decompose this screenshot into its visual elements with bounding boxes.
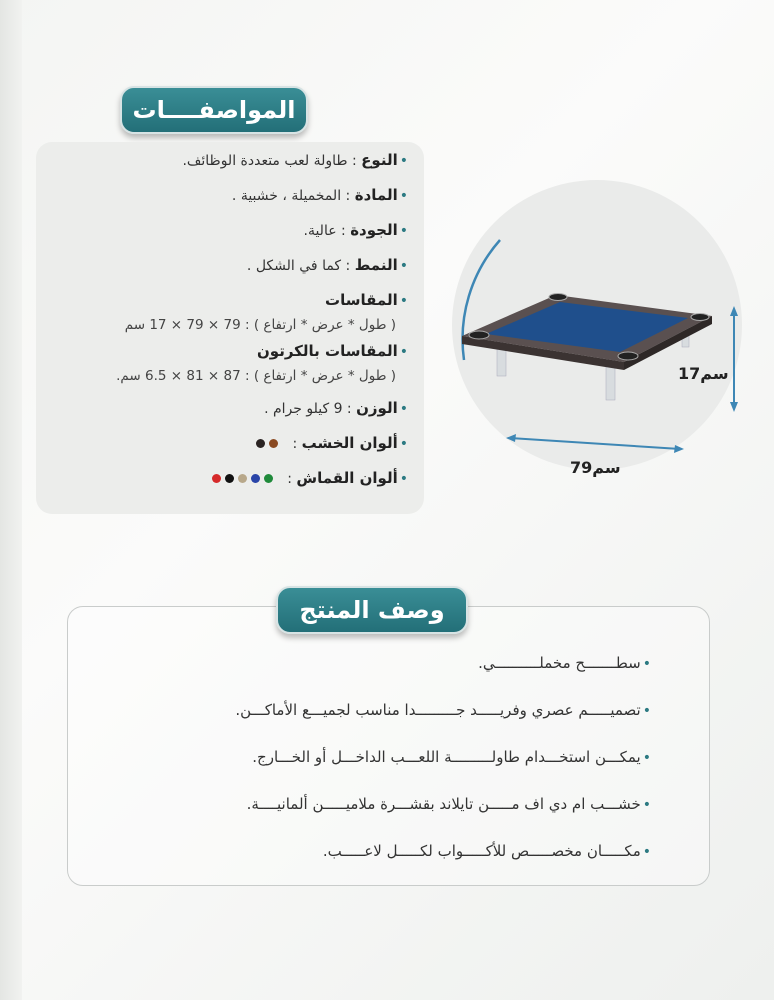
specifications-panel	[36, 142, 424, 514]
bullet-icon: •	[399, 153, 408, 169]
bullet-icon: •	[399, 258, 408, 274]
bullet-icon: •	[642, 656, 651, 672]
bullet-icon: •	[399, 401, 408, 417]
wood-color-swatches	[254, 434, 280, 454]
cup-holder	[691, 314, 709, 321]
bullet-icon: •	[642, 703, 651, 719]
spec-row-weight	[48, 398, 408, 419]
arrow-head	[730, 402, 738, 412]
color-swatch	[225, 474, 234, 483]
description-panel	[67, 606, 710, 886]
width-arrow	[510, 438, 680, 449]
description-item: •يمكـــن استخـــدام طاولـــــــــة اللعـــب الداخـــل أو الخـــارج.	[252, 748, 651, 766]
product-illustration	[440, 220, 760, 480]
spec-label: ألوان الخشب	[301, 434, 398, 452]
spec-row-type	[48, 150, 408, 171]
spec-label: ألوان القماش	[296, 469, 398, 487]
spec-value: : عالية.	[303, 223, 346, 239]
color-swatch	[251, 474, 260, 483]
description-item: •تصميـــــم عصري وفريـــــد جـــــــــدا مناسب لجميـــع الأماكـــن.	[235, 701, 651, 719]
spec-row-material	[48, 185, 408, 206]
spec-value: :	[287, 471, 292, 487]
color-swatch	[269, 439, 278, 448]
color-swatch	[212, 474, 221, 483]
color-swatch	[238, 474, 247, 483]
cup-holder	[469, 331, 489, 339]
bullet-icon: •	[399, 436, 408, 452]
arrow-head	[674, 445, 684, 453]
description-item: •خشـــب ام دي اف مـــــن تايلاند بقشـــرة ملاميـــــن ألمانيــــة.	[246, 795, 651, 813]
spec-value: : كما في الشكل .	[246, 258, 351, 274]
bullet-icon: •	[399, 344, 408, 360]
bullet-icon: •	[642, 844, 651, 860]
specifications-title: المواصفــــات	[120, 86, 308, 134]
spec-row-quality	[48, 220, 408, 241]
spec-row-dimensions	[48, 290, 408, 335]
bullet-icon: •	[399, 188, 408, 204]
arrow-head	[730, 306, 738, 316]
spec-value: : طاولة لعب متعددة الوظائف.	[182, 153, 357, 169]
description-list	[91, 653, 651, 888]
spec-label: الوزن	[356, 399, 398, 417]
spec-label: النوع	[361, 151, 398, 169]
spec-label: المادة	[354, 186, 398, 204]
spec-value: :	[292, 436, 298, 452]
fabric-color-swatches	[210, 469, 275, 489]
height-dimension-label: 17سم	[678, 364, 729, 383]
spec-label: الجودة	[350, 221, 398, 239]
color-swatch	[256, 439, 265, 448]
bullet-icon: •	[399, 293, 408, 309]
spec-row-style	[48, 255, 408, 276]
description-item: •مكـــــان مخصـــــص للأكـــــواب لكـــــل لاعـــــب.	[322, 842, 651, 860]
spec-value: : 9 كيلو جرام .	[264, 401, 352, 417]
spec-label: المقاسات بالكرتون	[257, 342, 398, 360]
bullet-icon: •	[642, 750, 651, 766]
spec-row-box-dimensions	[48, 341, 408, 386]
bullet-icon: •	[399, 223, 408, 239]
spec-label: النمط	[354, 256, 398, 274]
spec-row-wood-colors	[48, 433, 408, 454]
cup-holder	[618, 352, 638, 360]
description-item: •سطـــــــح مخملــــــــــي.	[478, 654, 651, 672]
left-edge-strip	[0, 0, 22, 1000]
bullet-icon: •	[399, 471, 408, 487]
spec-value: ( طول * عرض * ارتفاع ) : 87 × 81 × 6.5 سم.	[116, 368, 396, 384]
spec-value: ( طول * عرض * ارتفاع ) : 79 × 79 × 17 سم	[124, 317, 396, 333]
specifications-list	[48, 150, 408, 503]
bullet-icon: •	[642, 797, 651, 813]
spec-label: المقاسات	[325, 291, 398, 309]
arrow-head	[506, 434, 516, 442]
cup-holder	[549, 294, 567, 301]
spec-value: : المخميلة ، خشبية .	[231, 188, 351, 204]
product-description-title: وصف المنتج	[276, 586, 468, 634]
color-swatch	[264, 474, 273, 483]
width-dimension-label: 79سم	[570, 458, 621, 477]
spec-row-fabric-colors	[48, 468, 408, 489]
